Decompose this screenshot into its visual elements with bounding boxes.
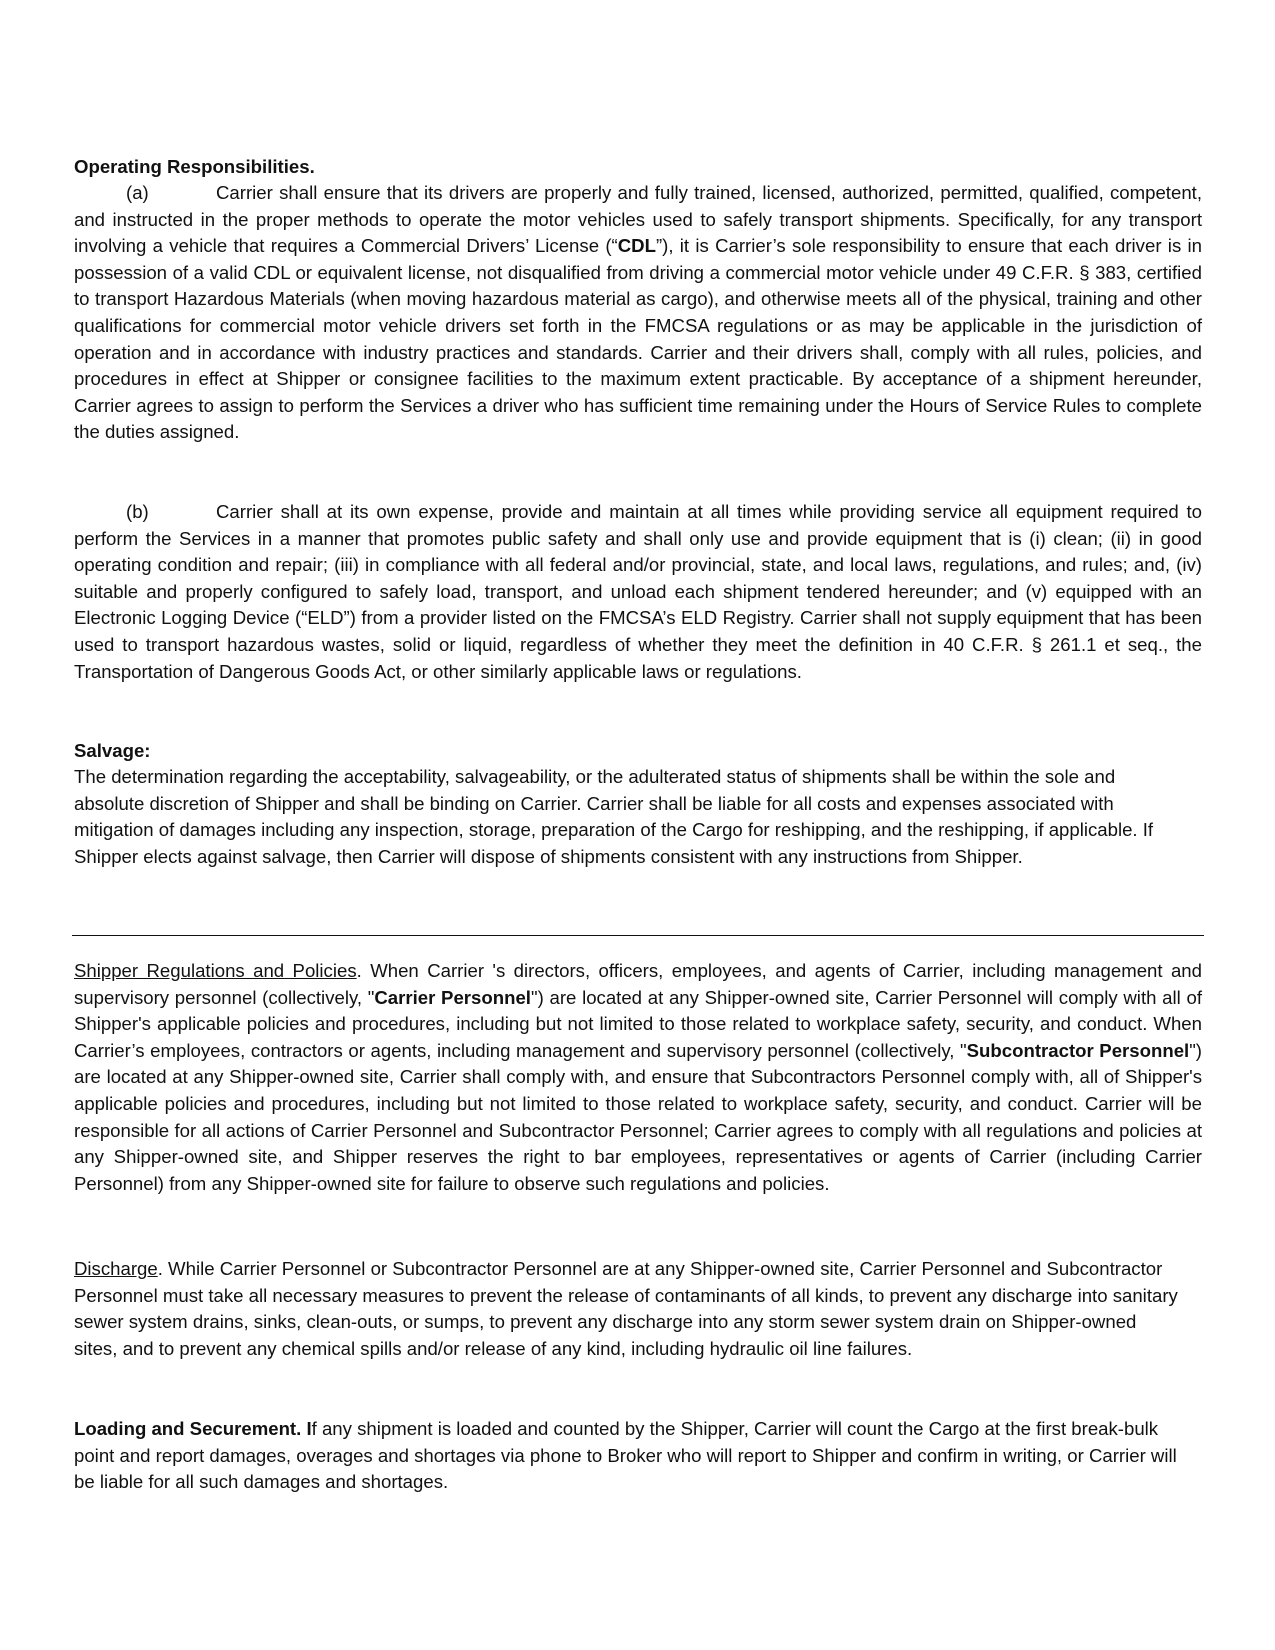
shipper-regulations-paragraph [74, 958, 1202, 1197]
shipper-regulations-text-2: ") are located at any Shipper-owned site, Carrier Personnel will comply with all of Shipper's applicable policies and procedures, including but not limited to those related to workplace safety, security, and conduct. When Carrier’s employees, contractors or agents, including management and supervisory personnel (collectively, " [74, 986, 1202, 1061]
operating-heading: Operating Responsibilities. [74, 156, 315, 177]
cdl-defined-term: CDL [617, 235, 656, 257]
subcontractor-personnel-term: Subcontractor Personnel [966, 1039, 1190, 1061]
loading-paragraph [74, 1416, 1184, 1496]
shipper-regulations-title: Shipper Regulations and Policies [74, 960, 357, 981]
loading-heading: Loading and Securement. I [74, 1418, 312, 1439]
operating-paragraph-a [74, 180, 1202, 446]
paragraph-a-label: (a) [126, 182, 149, 203]
paragraph-a-text-1: Carrier shall ensure that its drivers are properly and fully trained, licensed, authorized, permitted, qualified, competent, and instructed in the proper methods to operate the motor vehicles used to safely transport shipments. Specifically, for any transport involving a vehicle that requires a Commercial Drivers’ License (“ [74, 182, 1202, 257]
horizontal-divider [72, 935, 1204, 936]
discharge-paragraph [74, 1256, 1184, 1362]
paragraph-b-label: (b) [126, 501, 149, 522]
salvage-paragraph: The determination regarding the acceptability, salvageability, or the adulterated status of shipments shall be within the sole and absolute discretion of Shipper and shall be binding on Carrier. Carrier shall be liable for all costs and expenses associated with mitigation of damages including any inspection, storage, preparation of the Cargo for reshipping, and the reshipping, if applicable. If Shipper elects against salvage, then Carrier will dispose of shipments consistent with any instructions from Shipper. [74, 766, 1154, 867]
loading-text: f any shipment is loaded and counted by the Shipper, Carrier will count the Cargo at the first break-bulk point and report damages, overages and shortages via phone to Broker who will report to Shipper and confirm in writing, or Carrier will be liable for all such damages and shortages. [74, 1418, 1177, 1493]
discharge-text: . While Carrier Personnel or Subcontractor Personnel are at any Shipper-owned site, Carrier Personnel and Subcontractor Personnel must take all necessary measures to prevent the release of contaminants of all kinds, to prevent any discharge into sanitary sewer system drains, sinks, clean-outs, or sumps, to prevent any discharge into any storm sewer system drain on Shipper-owned sites, and to prevent any chemical spills and/or release of any kind, including hydraulic oil line failures. [74, 1258, 1178, 1359]
shipper-regulations-text-3: ") are located at any Shipper-owned site, Carrier shall comply with, and ensure that Subcontractors Personnel comply with, all of Shipper's applicable policies and procedures, including but not limited to those related to workplace safety, security, and conduct. Carrier will be responsible for all actions of Carrier Personnel and Subcontractor Personnel; Carrier agrees to comply with all regulations and policies at any Shipper-owned site, and Shipper reserves the right to bar employees, representatives or agents of Carrier (including Carrier Personnel) from any Shipper-owned site for failure to observe such regulations and policies. [74, 1039, 1202, 1194]
salvage-heading: Salvage: [74, 740, 151, 761]
discharge-title: Discharge [74, 1258, 158, 1279]
shipper-regulations-text-1: . When Carrier 's directors, officers, employees, and agents of Carrier, including management and supervisory personnel (collectively, " [74, 960, 1202, 1008]
carrier-personnel-term: Carrier Personnel [374, 986, 531, 1008]
paragraph-b-text: Carrier shall at its own expense, provide and maintain at all times while providing service all equipment required to perform the Services in a manner that promotes public safety and shall only use and provide equipment that is (i) clean; (ii) in good operating condition and repair; (iii) in compliance with all federal and/or provincial, state, and local laws, regulations, and rules; and, (iv) suitable and properly configured to safely load, transport, and unload each shipment tendered hereunder; and (v) equipped with an Electronic Logging Device (“ELD”) from a provider listed on the FMCSA’s ELD Registry. Carrier shall not supply equipment that has been used to transport hazardous wastes, solid or liquid, regardless of whether they meet the definition in 40 C.F.R. § 261.1 et seq., the Transportation of Dangerous Goods Act, or other similarly applicable laws or regulations. [74, 501, 1202, 682]
paragraph-a-text-2: ”), it is Carrier’s sole responsibility to ensure that each driver is in possession of a valid CDL or equivalent license, not disqualified from driving a commercial motor vehicle under 49 C.F.R. § 383, certified to transport Hazardous Materials (when moving hazardous material as cargo), and otherwise meets all of the physical, training and other qualifications for commercial motor vehicle drivers set forth in the FMCSA regulations or as may be applicable in the jurisdiction of operation and in accordance with industry practices and standards. Carrier and their drivers shall, comply with all rules, policies, and procedures in effect at Shipper or consignee facilities to the maximum extent practicable. By acceptance of a shipment hereunder, Carrier agrees to assign to perform the Services a driver who has sufficient time remaining under the Hours of Service Rules to complete the duties assigned. [74, 235, 1203, 443]
operating-paragraph-b [74, 499, 1202, 685]
